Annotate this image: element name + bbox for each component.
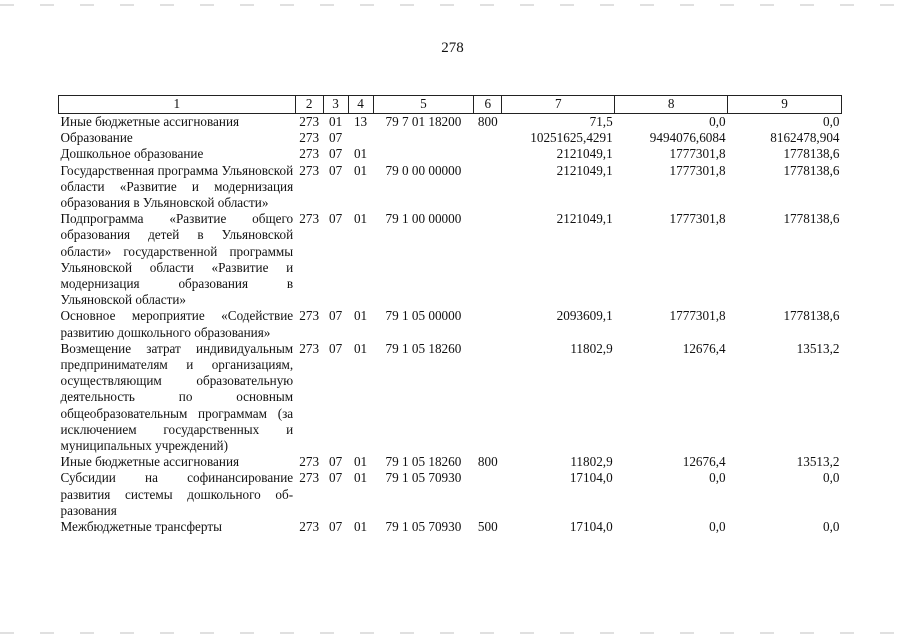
row-section: 01 — [329, 114, 343, 129]
table-row — [59, 519, 842, 535]
row-amount-2: 12676,4 — [682, 340, 726, 356]
table-row — [59, 308, 842, 340]
row-name: Дошкольное образование — [60, 146, 204, 162]
row-admin-code: 273 — [299, 340, 320, 356]
column-header: 3 — [323, 96, 348, 114]
row-name: Субсидии на софинансирование развития системы дошкольного образования — [60, 470, 294, 518]
row-section: 07 — [329, 454, 343, 470]
row-target-article: 79 1 05 00000 — [385, 308, 462, 324]
row-name: Иные бюджетные ассигнования — [60, 114, 240, 129]
row-amount-3: 0,0 — [823, 470, 840, 486]
column-header: 6 — [474, 96, 502, 114]
row-amount-2: 0,0 — [709, 519, 726, 535]
table-row — [59, 454, 842, 470]
row-section: 07 — [329, 162, 343, 178]
row-target-article: 79 1 05 70930 — [385, 470, 462, 486]
row-subsection: 01 — [353, 340, 368, 356]
row-admin-code: 273 — [299, 114, 320, 129]
row-expense-type — [474, 163, 502, 212]
row-amount-3: 0,0 — [823, 114, 840, 129]
column-header: 9 — [728, 96, 842, 114]
row-target-article: 79 0 00 00000 — [385, 162, 462, 178]
row-amount-2: 9494076,6084 — [649, 130, 726, 146]
row-amount-1: 2121049,1 — [556, 162, 613, 178]
row-amount-1: 2093609,1 — [556, 308, 613, 324]
row-admin-code: 273 — [299, 308, 320, 324]
row-section: 07 — [329, 340, 343, 356]
row-expense-type — [474, 130, 502, 146]
row-name: Подпрограмма «Развитие общего образования детей в Ульяновской области» государственной программы Ульяновской области «Развитие и модернизация образования в Ульяновской области» — [60, 211, 294, 308]
row-amount-3: 1778138,6 — [783, 308, 840, 324]
row-name: Государственная программа Ульяновской области «Развитие и модернизация образования в Ульяновской области» — [60, 162, 294, 211]
row-target-article: 79 1 05 18260 — [385, 454, 462, 470]
row-amount-3: 0,0 — [823, 519, 840, 535]
row-amount-1: 17104,0 — [569, 519, 613, 535]
column-header: 2 — [295, 96, 323, 114]
row-expense-type — [474, 470, 502, 519]
table-header-row — [59, 96, 842, 114]
row-expense-type: 800 — [477, 454, 498, 470]
row-name: Возмещение затрат индивидуальным предпринимателям и организациям, осуществляющим образовательную деятельность по основным общеобразовательным программам (за исключением государственных и муниципальных учреждений) — [60, 340, 294, 454]
row-amount-3: 8162478,904 — [770, 130, 840, 146]
column-header: 8 — [615, 96, 728, 114]
row-subsection: 01 — [353, 470, 368, 486]
table-row — [59, 146, 842, 162]
row-amount-1: 11802,9 — [570, 340, 613, 356]
row-amount-1: 71,5 — [589, 114, 613, 129]
row-target-article: 79 1 05 70930 — [385, 519, 462, 535]
row-section: 07 — [329, 211, 343, 227]
row-subsection: 01 — [353, 308, 368, 324]
table-row — [59, 470, 842, 519]
row-subsection: 01 — [353, 162, 368, 178]
row-amount-2: 1777301,8 — [669, 162, 726, 178]
row-subsection: 01 — [353, 146, 368, 162]
column-header: 7 — [502, 96, 615, 114]
row-expense-type — [474, 308, 502, 340]
row-name: Иные бюджетные ассигнования — [60, 454, 240, 470]
column-header: 5 — [373, 96, 474, 114]
table-row — [59, 211, 842, 308]
row-admin-code: 273 — [299, 130, 320, 146]
column-header: 1 — [59, 96, 296, 114]
row-name: Межбюджетные трансферты — [60, 519, 222, 535]
table-row — [59, 114, 842, 131]
row-amount-3: 13513,2 — [796, 454, 840, 470]
row-admin-code: 273 — [299, 519, 320, 535]
row-admin-code: 273 — [299, 470, 320, 486]
row-amount-3: 1778138,6 — [783, 146, 840, 162]
row-expense-type — [474, 146, 502, 162]
row-section: 07 — [329, 519, 343, 535]
row-name: Образование — [60, 130, 133, 146]
row-amount-2: 1777301,8 — [669, 146, 726, 162]
row-target-article: 79 1 05 18260 — [385, 340, 462, 356]
row-subsection: 01 — [353, 519, 368, 535]
row-subsection: 01 — [353, 454, 368, 470]
row-subsection: 13 — [353, 114, 368, 129]
row-subsection — [348, 130, 373, 146]
row-amount-1: 10251625,4291 — [530, 130, 613, 146]
row-expense-type — [474, 341, 502, 454]
row-target-article — [373, 130, 474, 146]
scan-artifact-top — [0, 4, 905, 6]
row-admin-code: 273 — [299, 162, 320, 178]
row-admin-code: 273 — [299, 146, 320, 162]
row-amount-1: 2121049,1 — [556, 146, 613, 162]
row-admin-code: 273 — [299, 454, 320, 470]
row-amount-2: 1777301,8 — [669, 211, 726, 227]
row-section: 07 — [329, 470, 343, 486]
row-amount-3: 1778138,6 — [783, 162, 840, 178]
row-target-article: 79 7 01 18200 — [385, 114, 462, 129]
row-amount-3: 13513,2 — [796, 340, 840, 356]
row-expense-type: 500 — [477, 519, 498, 535]
row-admin-code: 273 — [299, 211, 320, 227]
row-expense-type: 800 — [477, 114, 498, 129]
row-amount-1: 2121049,1 — [556, 211, 613, 227]
row-section: 07 — [329, 146, 343, 162]
budget-table — [58, 95, 842, 535]
row-amount-3: 1778138,6 — [783, 211, 840, 227]
scan-artifact-bottom — [0, 632, 905, 634]
row-amount-2: 0,0 — [709, 114, 726, 129]
page-number: 278 — [441, 40, 464, 56]
table-row — [59, 163, 842, 212]
row-amount-2: 0,0 — [709, 470, 726, 486]
row-amount-2: 12676,4 — [682, 454, 726, 470]
row-name: Основное мероприятие «Содействие развитию дошкольного образования» — [60, 308, 294, 340]
row-expense-type — [474, 211, 502, 308]
row-target-article: 79 1 00 00000 — [385, 211, 462, 227]
table-row — [59, 341, 842, 454]
row-subsection: 01 — [353, 211, 368, 227]
row-amount-2: 1777301,8 — [669, 308, 726, 324]
row-section: 07 — [329, 308, 343, 324]
row-amount-1: 17104,0 — [569, 470, 613, 486]
table-row — [59, 130, 842, 146]
row-target-article — [373, 146, 474, 162]
row-section: 07 — [329, 130, 343, 146]
column-header: 4 — [348, 96, 373, 114]
row-amount-1: 11802,9 — [570, 454, 613, 470]
